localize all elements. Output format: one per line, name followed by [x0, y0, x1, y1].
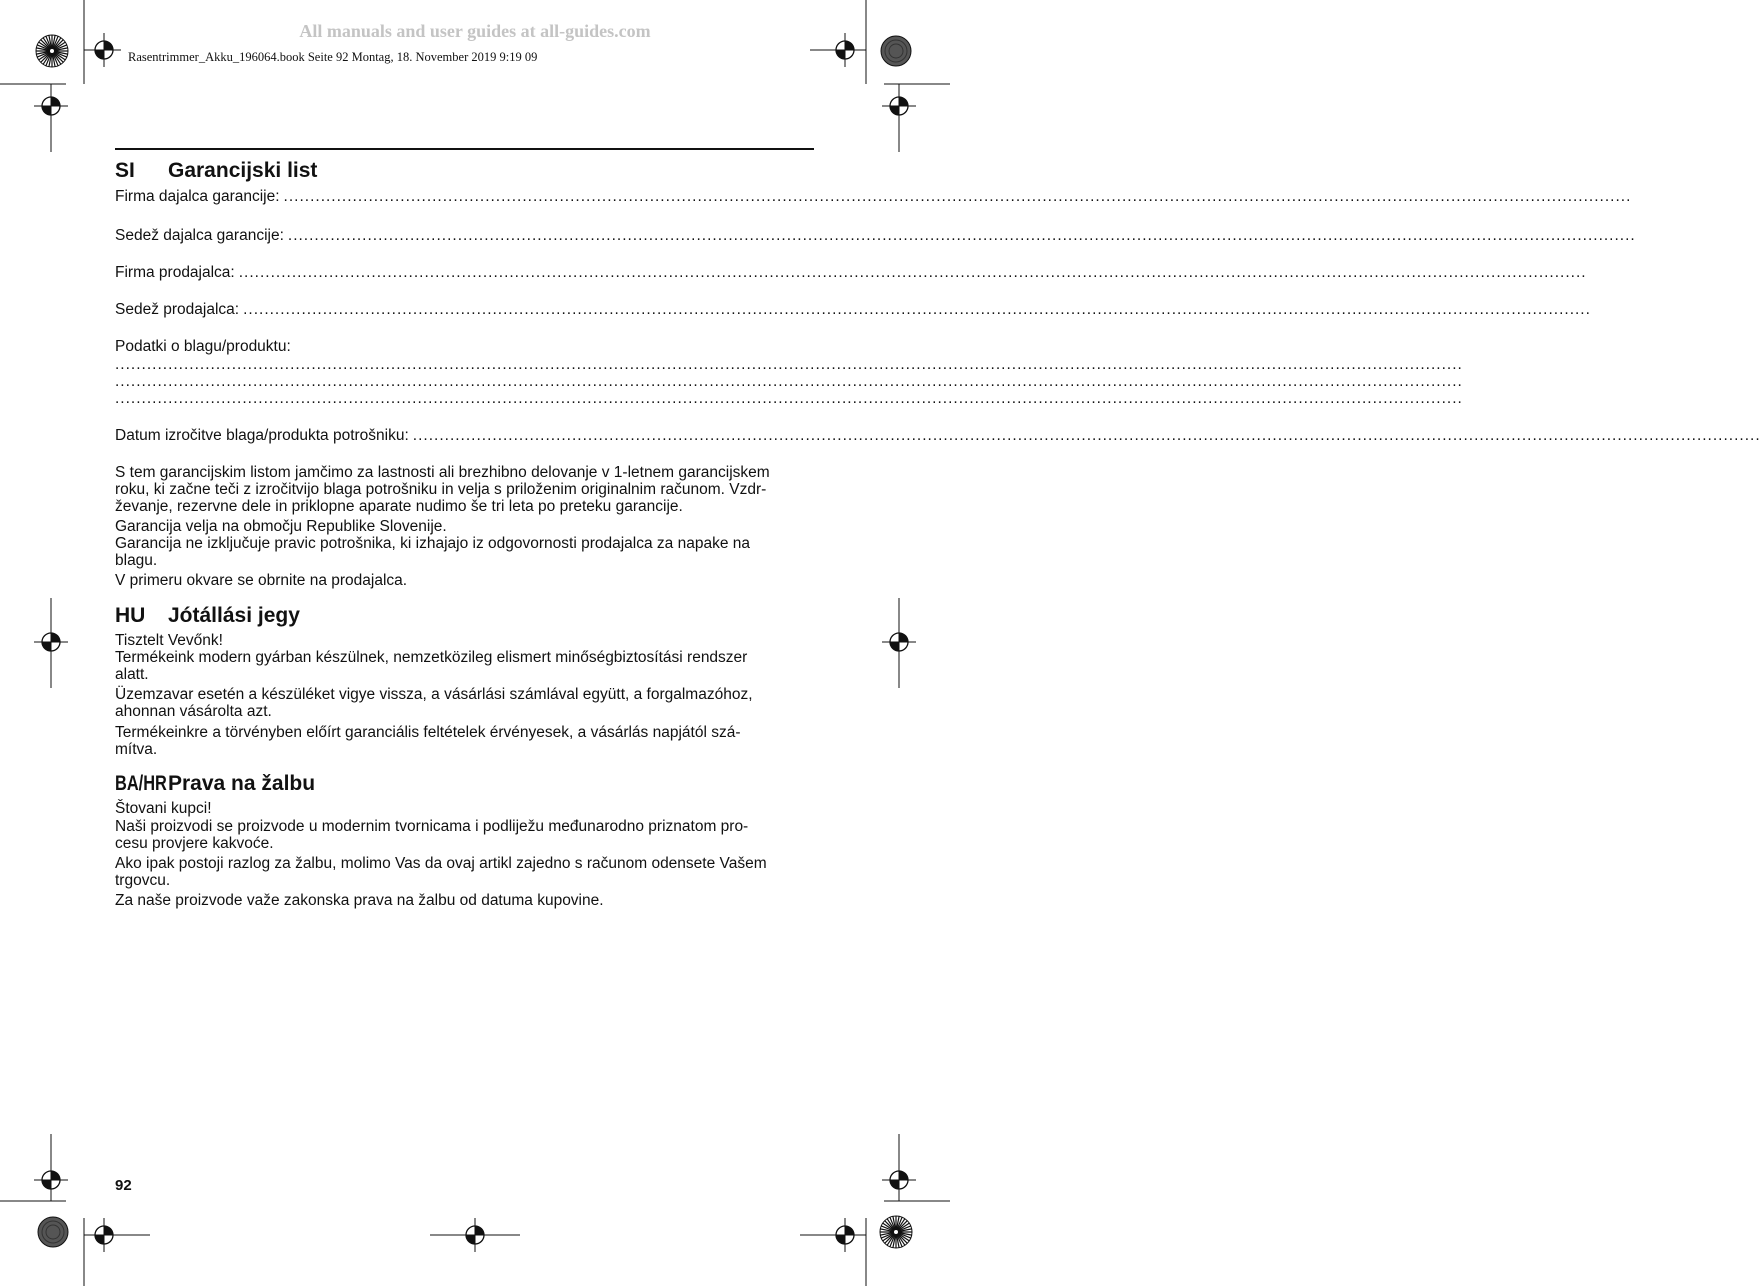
hu-paragraph-3: Termékeinkre a törvényben előírt garanciális feltételek érvényesek, a vásárlás napjától szá- mítva.: [115, 724, 741, 758]
product-data-label: Podatki o blagu/produktu:: [115, 338, 291, 355]
warrantor-address-field: Sedež dajalca garancije: ..............................................................................................................................................................................................................................................................: [115, 227, 1636, 244]
hu-paragraph-2: Üzemzavar esetén a készüléket vigye vissza, a vásárlási számlával együtt, a forgalmazóhoz, ahonnan vásárolta azt.: [115, 686, 753, 720]
si-paragraph-3: Garancija ne izključuje pravic potrošnika, ki izhajajo iz odgovornosti prodajalca za napake na blagu.: [115, 535, 750, 569]
ba-hr-paragraph-1: Naši proizvodi se proizvode u modernim tvornicama i podliježu međunarodno priznatom pro- cesu provjere kakvoće.: [115, 818, 749, 852]
book-info-line: Rasentrimmer_Akku_196064.book Seite 92 Montag, 18. November 2019 9:19 09: [128, 50, 538, 64]
ba-hr-greeting: Štovani kupci!: [115, 800, 212, 817]
warrantor-firm-field: Firma dajalca garancije: ..............................................................................................................................................................................................................................................................: [115, 188, 1632, 205]
seller-address-field: Sedež prodajalca: ..............................................................................................................................................................................................................................................................: [115, 301, 1591, 318]
hu-title: Jótállási jegy: [168, 604, 300, 627]
hu-greeting: Tisztelt Vevőnk!: [115, 632, 223, 649]
ba-hr-paragraph-3: Za naše proizvode važe zakonska prava na žalbu od datuma kupovine.: [115, 892, 604, 909]
hu-heading: [115, 604, 300, 628]
si-paragraph-4: V primeru okvare se obrnite na prodajalca.: [115, 572, 408, 589]
ba-hr-title: Prava na žalbu: [168, 772, 316, 795]
hu-code: HU: [115, 604, 146, 627]
seller-firm-field: Firma prodajalca: ..............................................................................................................................................................................................................................................................: [115, 264, 1587, 281]
page-number: 92: [115, 1177, 132, 1194]
product-line-3: ..............................................................................................................................................................................................................................................................: [115, 390, 1463, 407]
si-paragraph-2: Garancija velja na območju Republike Slovenije.: [115, 518, 447, 535]
si-code: SI: [115, 159, 135, 182]
si-heading: [115, 159, 317, 183]
ba-hr-code: BA/HR: [115, 772, 167, 795]
si-paragraph-1: S tem garancijskim listom jamčimo za lastnosti ali brezhibno delovanje v 1-letnem garancijskem roku, ki začne teči z izročitvijo blaga potrošniku in velja s priloženim originalnim računom. Vzdr- ževanje, rezervne dele in priklopne aparate nudimo še tri leta po preteku garancije.: [115, 464, 770, 515]
product-line-1: ..............................................................................................................................................................................................................................................................: [115, 356, 1463, 373]
delivery-date-field: Datum izročitve blaga/produkta potrošniku: ..............................................................................................................................................................................................................................................................: [115, 427, 1761, 444]
ba-hr-heading: [115, 772, 315, 796]
si-title: Garancijski list: [168, 159, 318, 182]
watermark: All manuals and user guides at all-guides.com: [299, 21, 651, 41]
section-rule: [115, 148, 814, 150]
ba-hr-paragraph-2: Ako ipak postoji razlog za žalbu, molimo Vas da ovaj artikl zajedno s računom odensete Vašem trgovcu.: [115, 855, 767, 889]
product-line-2: ..............................................................................................................................................................................................................................................................: [115, 373, 1463, 390]
hu-paragraph-1: Termékeink modern gyárban készülnek, nemzetközileg elismert minőségbiztosítási rendszer alatt.: [115, 649, 748, 683]
